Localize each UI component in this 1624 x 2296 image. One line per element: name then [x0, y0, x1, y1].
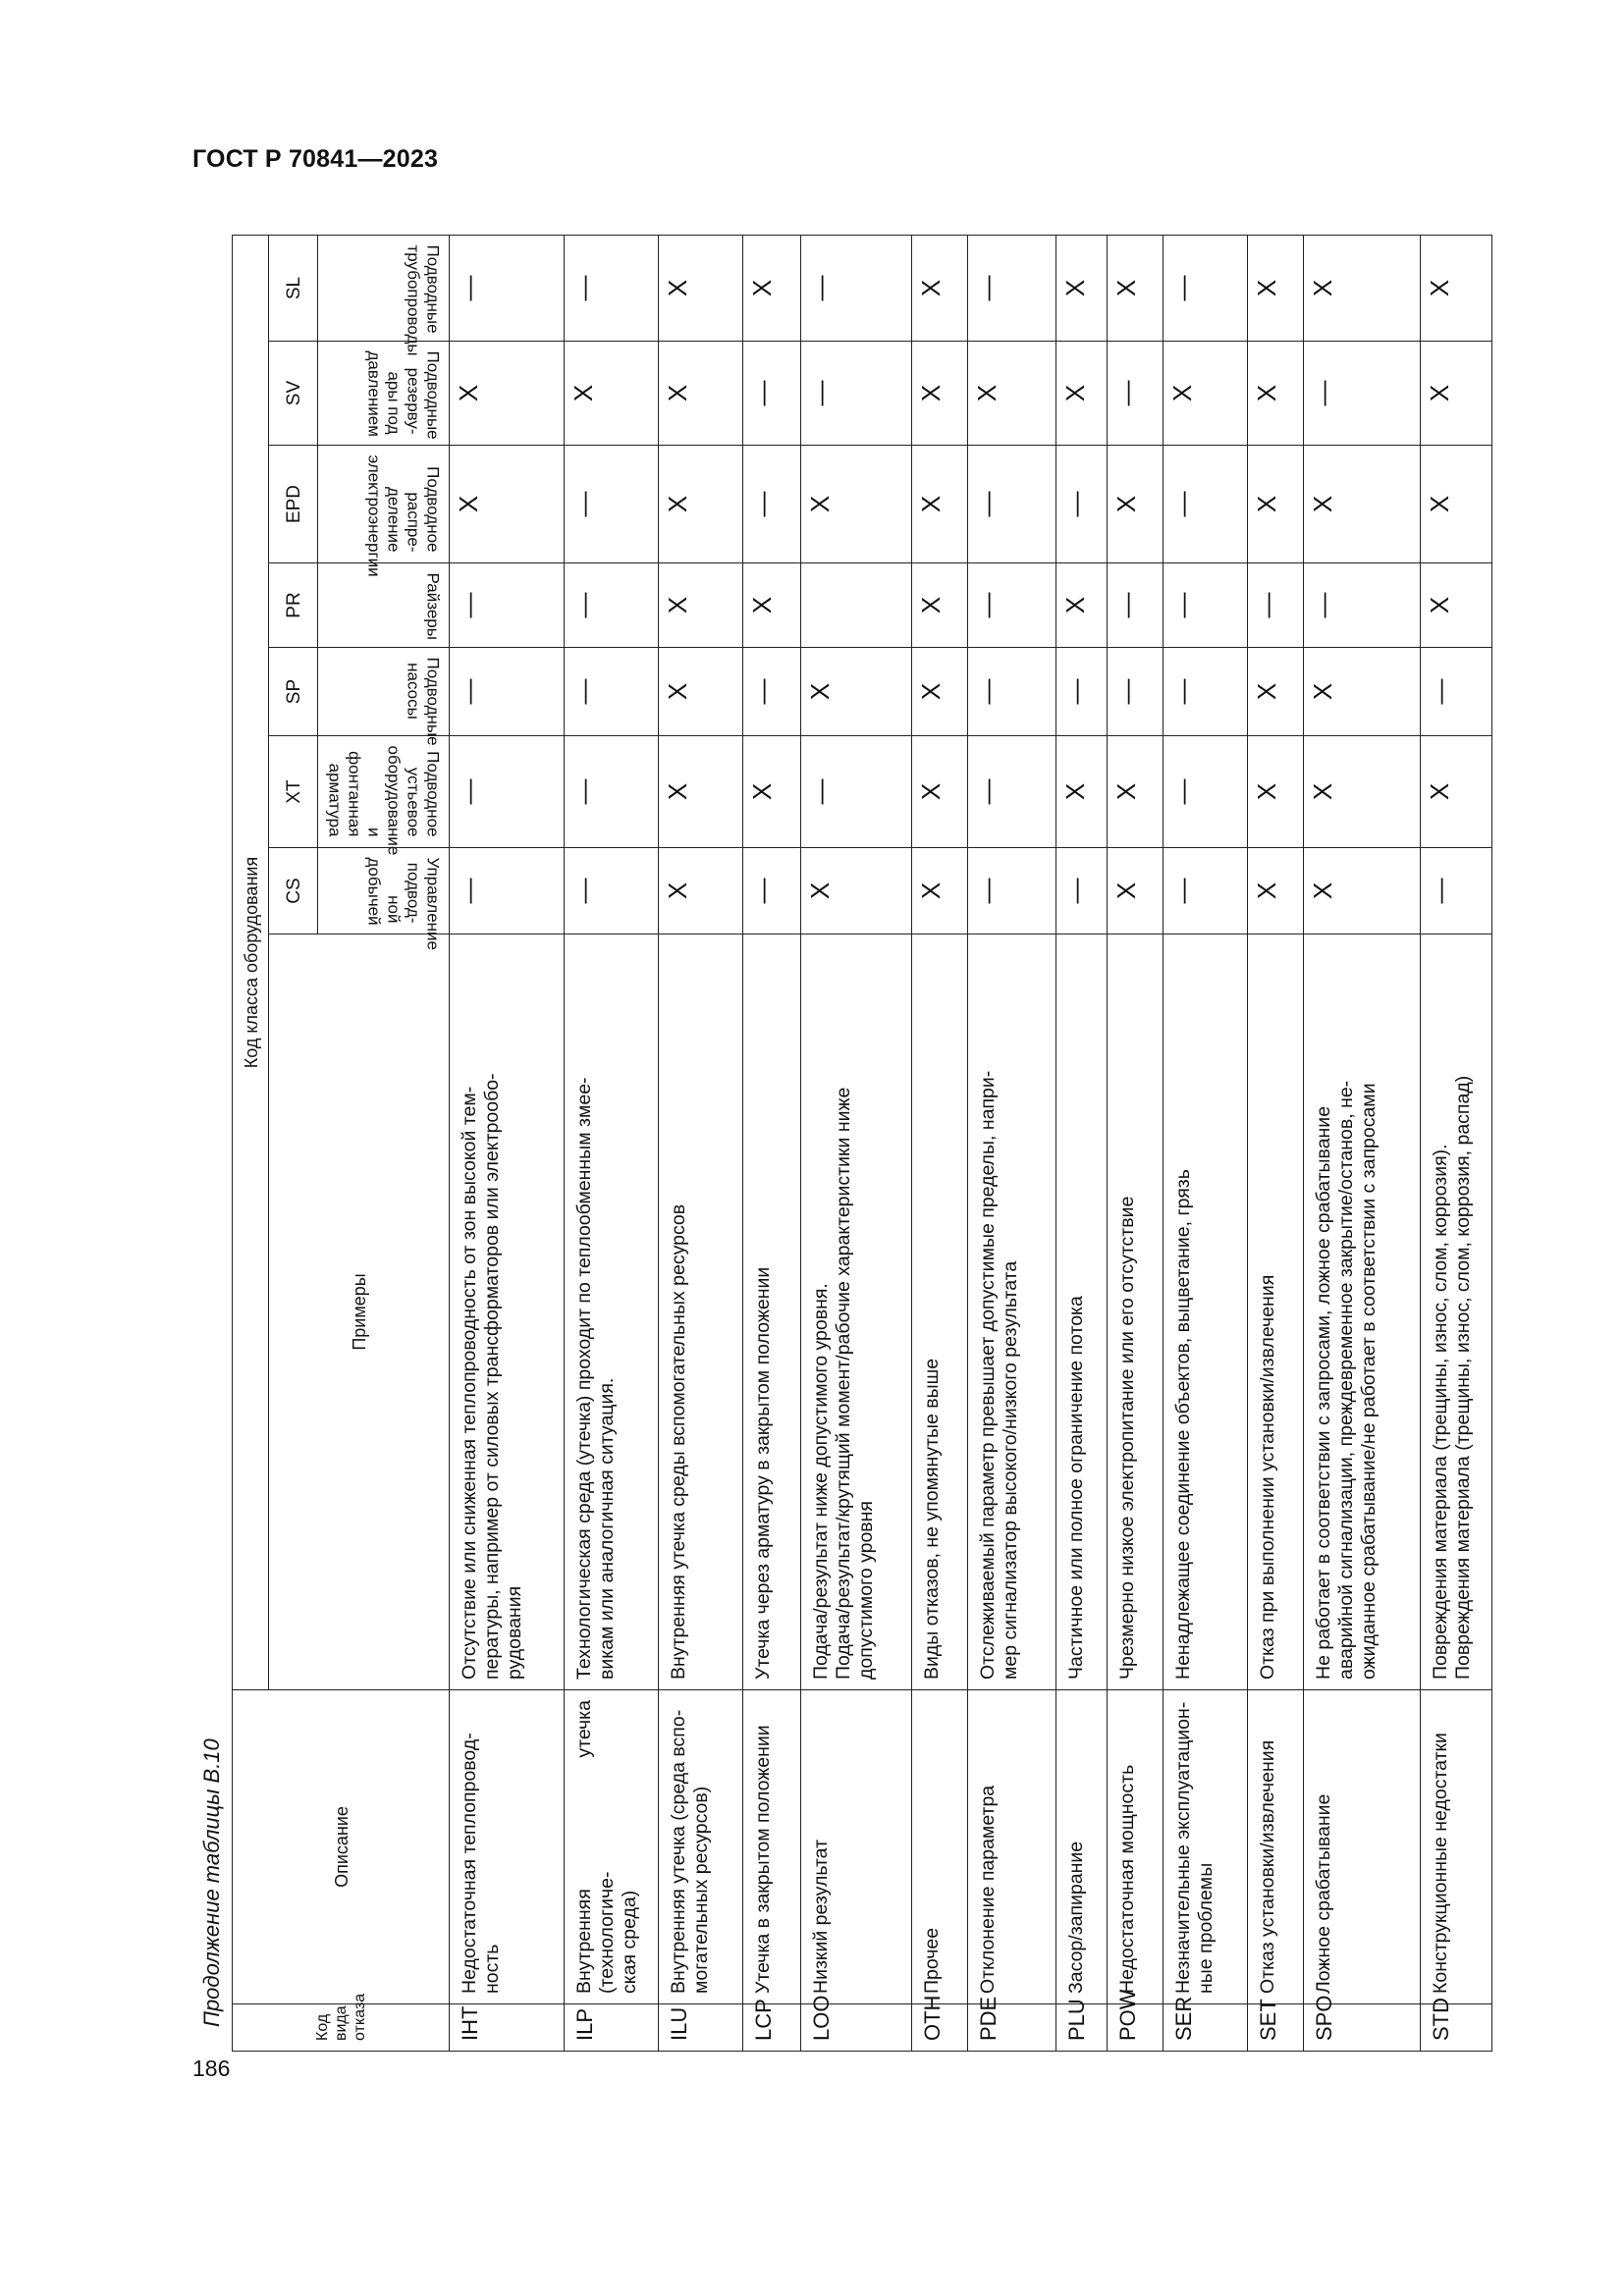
failure-code-cell: PDE — [967, 2004, 1056, 2052]
applicability-mark: X — [1056, 235, 1108, 341]
applicability-mark: X — [1056, 563, 1108, 648]
table-row — [1247, 235, 1303, 2051]
applicability-mark: X — [1421, 342, 1492, 446]
equipment-name-xt: Подводное устьевое оборудование и фонтанная арматура — [318, 736, 449, 848]
applicability-mark: X — [1303, 648, 1421, 736]
applicability-mark: — — [743, 648, 801, 736]
applicability-mark: — — [565, 563, 659, 648]
applicability-mark: X — [565, 342, 659, 446]
example-text: Внутренняя утечка среды вспомогательных ресурсов — [668, 1203, 690, 1680]
table-row — [1421, 235, 1492, 2051]
applicability-mark: — — [1108, 648, 1164, 736]
applicability-mark: X — [743, 563, 801, 648]
example-text: Повреждения материала (трещины, износ, слом, коррозия, распад) — [1452, 1075, 1475, 1680]
example-text: Не работает в соответствии с запросами, ложное срабатывание аварийной сигнализации, преждевременное закрытие/останов, не- ожиданное срабатывание/не работает в соответствии с запросами — [1312, 1080, 1380, 1680]
header-examples: Примеры — [269, 934, 449, 1690]
example-text: Виды отказов, не упомянутые выше — [921, 1358, 944, 1680]
page-number: 186 — [192, 2056, 231, 2081]
applicability-mark: X — [1056, 736, 1108, 848]
failure-code-cell: STD — [1421, 2004, 1492, 2052]
examples-cell — [1164, 934, 1248, 1690]
failure-code-cell: ILP — [565, 2004, 659, 2052]
table-row — [449, 235, 565, 2051]
applicability-mark: X — [1247, 342, 1303, 446]
examples-cell — [967, 934, 1056, 1690]
table-row — [967, 235, 1056, 2051]
equipment-code-sl: SL — [269, 235, 318, 341]
table-row — [801, 235, 912, 2051]
description-cell: Засор/запирание — [1056, 1690, 1108, 2004]
applicability-mark: — — [1164, 446, 1248, 563]
applicability-mark: — — [565, 848, 659, 934]
applicability-mark: — — [1421, 848, 1492, 934]
failure-code-cell: POW — [1108, 2004, 1164, 2052]
table-row — [565, 235, 659, 2051]
applicability-mark: X — [1108, 736, 1164, 848]
applicability-mark: — — [967, 848, 1056, 934]
description-cell: Конструкционные недостатки — [1421, 1690, 1492, 2004]
applicability-mark: X — [1247, 648, 1303, 736]
example-text: Отказ при выполнении установки/извлечения — [1256, 1274, 1278, 1680]
table-row — [743, 235, 801, 2051]
applicability-mark: X — [449, 446, 565, 563]
applicability-mark: X — [1421, 235, 1492, 341]
table-row — [912, 235, 968, 2051]
applicability-mark: — — [1056, 446, 1108, 563]
applicability-mark: X — [912, 736, 968, 848]
applicability-mark: X — [449, 342, 565, 446]
applicability-mark: X — [912, 342, 968, 446]
examples-cell — [449, 934, 565, 1690]
applicability-mark: — — [1421, 648, 1492, 736]
examples-cell — [1056, 934, 1108, 1690]
applicability-mark: — — [1164, 736, 1248, 848]
examples-cell — [1108, 934, 1164, 1690]
description-cell: Недостаточная теплопровод- ность — [449, 1690, 565, 2004]
example-text: Чрезмерно низкое электропитание или его отсутствие — [1116, 1196, 1139, 1680]
applicability-mark: — — [801, 736, 912, 848]
applicability-mark: X — [1108, 235, 1164, 341]
applicability-mark: — — [967, 235, 1056, 341]
applicability-mark: X — [1108, 446, 1164, 563]
equipment-name-epd: Подводное распре- деление электроэнергии — [318, 446, 449, 563]
failure-code-cell: ILU — [659, 2004, 743, 2052]
examples-cell — [659, 934, 743, 1690]
applicability-mark: — — [1108, 563, 1164, 648]
description-cell: Внутренняя утечка (технологиче- ская среда) — [565, 1690, 659, 2004]
applicability-mark: — — [967, 648, 1056, 736]
example-text: Технологическая среда (утечка) проходит по теплообменным змее- викам или аналогичная ситуация. — [573, 1077, 619, 1680]
examples-cell — [1421, 934, 1492, 1690]
description-cell: Низкий результат — [801, 1690, 912, 2004]
applicability-mark: X — [659, 648, 743, 736]
examples-cell — [912, 934, 968, 1690]
table-row — [659, 235, 743, 2051]
applicability-mark: — — [967, 736, 1056, 848]
example-text: Повреждения материала (трещины, износ, слом, коррозия). — [1430, 1144, 1452, 1680]
header-failure-code: Код вида отказа — [233, 2004, 450, 2052]
applicability-mark: X — [1247, 446, 1303, 563]
applicability-mark: — — [1108, 342, 1164, 446]
applicability-mark: X — [1247, 736, 1303, 848]
equipment-name-sp: Подводные насосы — [318, 648, 449, 736]
failure-modes-table-container — [232, 236, 1492, 2052]
applicability-mark: — — [743, 342, 801, 446]
description-cell: Ложное срабатывание — [1303, 1690, 1421, 2004]
example-text: Отсутствие или сниженная теплопроводность от зон высокой тем- пературы, например от силовых трансформаторов или электрообо- рудования — [458, 1073, 525, 1680]
applicability-mark: X — [801, 446, 912, 563]
example-text: Утечка через арматуру в закрытом положении — [752, 1266, 775, 1680]
applicability-mark: X — [743, 736, 801, 848]
equipment-code-epd: EPD — [269, 446, 318, 563]
applicability-mark: X — [967, 342, 1056, 446]
failure-code-cell: IHT — [449, 2004, 565, 2052]
applicability-mark: X — [659, 342, 743, 446]
equipment-name-sv: Подводные резерву- ары под давлением — [318, 342, 449, 446]
applicability-mark: — — [565, 648, 659, 736]
applicability-mark: X — [1421, 563, 1492, 648]
applicability-mark: — — [565, 446, 659, 563]
applicability-mark: X — [912, 446, 968, 563]
description-cell: Внутренняя утечка (среда вспо- могательных ресурсов) — [659, 1690, 743, 2004]
applicability-mark — [801, 563, 912, 648]
applicability-mark: X — [801, 848, 912, 934]
applicability-mark: X — [743, 235, 801, 341]
equipment-code-sv: SV — [269, 342, 318, 446]
description-cell: Отказ установки/извлечения — [1247, 1690, 1303, 2004]
applicability-mark: — — [801, 342, 912, 446]
applicability-mark: X — [1247, 848, 1303, 934]
examples-cell — [565, 934, 659, 1690]
applicability-mark: X — [659, 736, 743, 848]
applicability-mark: X — [912, 563, 968, 648]
example-text: Подача/результат ниже допустимого уровня. — [810, 1283, 833, 1680]
example-text: Частичное или полное ограничение потока — [1065, 1296, 1088, 1680]
failure-code-cell: SER — [1164, 2004, 1248, 2052]
failure-code-cell: SET — [1247, 2004, 1303, 2052]
header-equipment-class: Код класса оборудования — [233, 235, 269, 1689]
applicability-mark: — — [449, 648, 565, 736]
applicability-mark: — — [1303, 342, 1421, 446]
applicability-mark: — — [1247, 563, 1303, 648]
description-cell: Прочее — [912, 1690, 968, 2004]
applicability-mark: — — [1056, 648, 1108, 736]
table-row — [1056, 235, 1108, 2051]
applicability-mark: X — [1303, 848, 1421, 934]
applicability-mark: X — [912, 848, 968, 934]
applicability-mark: X — [1056, 342, 1108, 446]
description-cell: Незначительные эксплуатацион- ные проблемы — [1164, 1690, 1248, 2004]
description-cell: Отклонение параметра — [967, 1690, 1056, 2004]
table-row — [1303, 235, 1421, 2051]
applicability-mark: — — [1164, 648, 1248, 736]
applicability-mark: — — [449, 848, 565, 934]
failure-modes-table — [232, 235, 1492, 2052]
table-caption: Продолжение таблицы В.10 — [199, 1738, 224, 2027]
applicability-mark: X — [801, 648, 912, 736]
equipment-code-sp: SP — [269, 648, 318, 736]
applicability-mark: — — [565, 235, 659, 341]
applicability-mark: X — [1164, 342, 1248, 446]
failure-code-cell: LCP — [743, 2004, 801, 2052]
applicability-mark: — — [967, 563, 1056, 648]
header-description: Описание — [233, 1690, 450, 2004]
applicability-mark: — — [967, 446, 1056, 563]
page-header: ГОСТ Р 70841—2023 — [192, 145, 439, 173]
applicability-mark: X — [1303, 235, 1421, 341]
applicability-mark: X — [1303, 736, 1421, 848]
table-row — [1164, 235, 1248, 2051]
description-cell: Недостаточная мощность — [1108, 1690, 1164, 2004]
applicability-mark: — — [1164, 563, 1248, 648]
failure-code-cell: OTH — [912, 2004, 968, 2052]
applicability-mark: X — [1421, 736, 1492, 848]
applicability-mark: X — [1303, 446, 1421, 563]
description-cell: Утечка в закрытом положении — [743, 1690, 801, 2004]
applicability-mark: — — [1056, 848, 1108, 934]
applicability-mark: — — [801, 235, 912, 341]
applicability-mark: — — [1164, 235, 1248, 341]
failure-code-cell: PLU — [1056, 2004, 1108, 2052]
applicability-mark: — — [743, 446, 801, 563]
applicability-mark: X — [659, 848, 743, 934]
applicability-mark: X — [659, 446, 743, 563]
examples-cell — [801, 934, 912, 1690]
example-text: Ненадлежащее соединение объектов, выцветание, грязь — [1172, 1169, 1194, 1680]
applicability-mark: — — [449, 736, 565, 848]
failure-code-cell: LOO — [801, 2004, 912, 2052]
example-text: Подача/результат/крутящий момент/рабочие характеристики ниже допустимого уровня — [833, 1087, 878, 1680]
equipment-code-pr: PR — [269, 563, 318, 648]
equipment-name-sl: Подводные трубопроводы — [318, 235, 449, 341]
examples-cell — [1303, 934, 1421, 1690]
applicability-mark: — — [449, 563, 565, 648]
applicability-mark: — — [449, 235, 565, 341]
equipment-code-xt: XT — [269, 736, 318, 848]
applicability-mark: — — [565, 736, 659, 848]
applicability-mark: X — [1421, 446, 1492, 563]
examples-cell — [743, 934, 801, 1690]
equipment-name-pr: Райзеры — [318, 563, 449, 648]
equipment-name-cs: Управление подвод- ной добычей — [318, 848, 449, 934]
applicability-mark: — — [1303, 563, 1421, 648]
applicability-mark: X — [1108, 848, 1164, 934]
applicability-mark: X — [912, 648, 968, 736]
table-row — [1108, 235, 1164, 2051]
failure-code-cell: SPO — [1303, 2004, 1421, 2052]
applicability-mark: X — [1247, 235, 1303, 341]
applicability-mark: — — [1164, 848, 1248, 934]
applicability-mark: X — [659, 563, 743, 648]
example-text: Отслеживаемый параметр превышает допустимые пределы, напри- мер сигнализатор высокого/низкого результата — [976, 1070, 1021, 1680]
applicability-mark: X — [659, 235, 743, 341]
applicability-mark: — — [743, 848, 801, 934]
examples-cell — [1247, 934, 1303, 1690]
applicability-mark: X — [912, 235, 968, 341]
table-body — [449, 235, 1491, 2051]
equipment-code-cs: CS — [269, 848, 318, 934]
